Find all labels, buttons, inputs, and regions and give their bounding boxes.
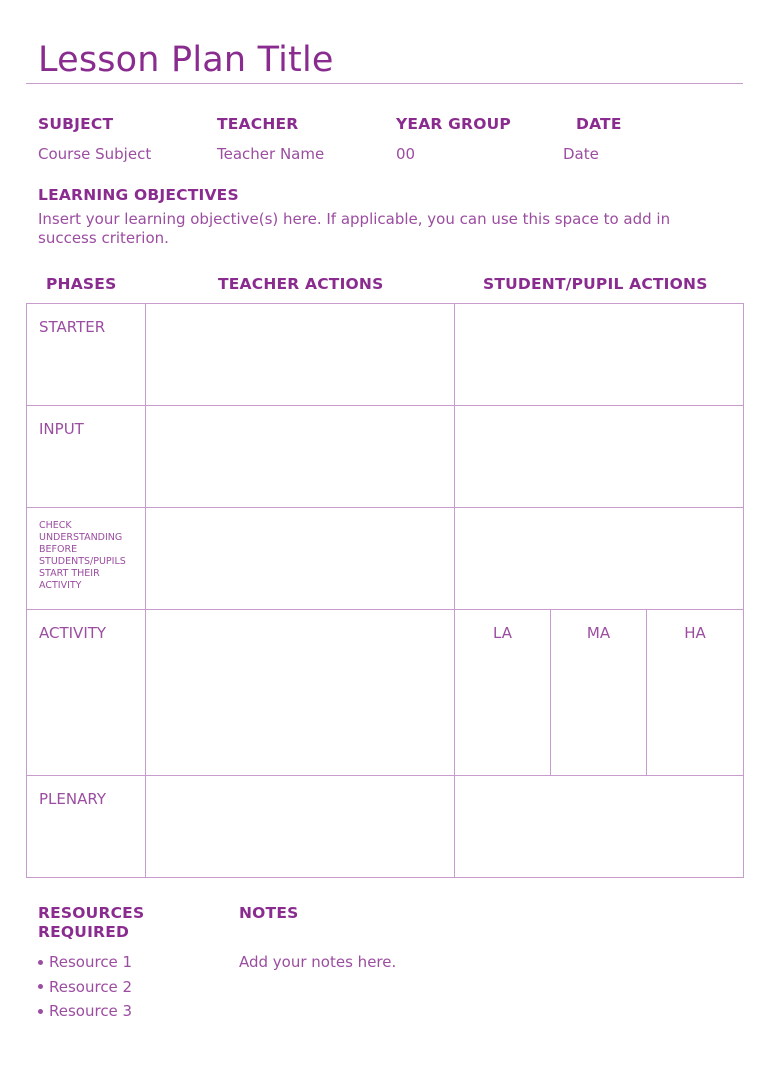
bullet-icon [38, 1009, 43, 1014]
teacher-actions-cell[interactable] [146, 776, 455, 878]
phase-label-check-understanding: CHECK UNDERSTANDING BEFORE STUDENTS/PUPILS START THEIR ACTIVITY [39, 520, 126, 591]
phase-label-input: INPUT [39, 420, 84, 438]
table-row [27, 508, 744, 610]
bullet-icon [38, 960, 43, 965]
notes-heading: NOTES [239, 904, 299, 922]
list-item [38, 999, 132, 1024]
ability-cell-ma[interactable] [551, 610, 647, 776]
lesson-phases-table [26, 303, 744, 878]
list-item [38, 950, 132, 975]
subject-heading: SUBJECT [38, 115, 114, 133]
teacher-actions-heading: TEACHER ACTIONS [218, 275, 384, 293]
teacher-heading: TEACHER [217, 115, 299, 133]
objectives-heading: LEARNING OBJECTIVES [38, 186, 239, 204]
resource-label: Resource 1 [49, 953, 133, 972]
phase-cell [27, 304, 146, 406]
teacher-actions-cell[interactable] [146, 508, 455, 610]
subject-value: Course Subject [38, 145, 152, 163]
ability-label-la: LA [493, 624, 512, 642]
phase-cell [27, 776, 146, 878]
ability-label-ha: HA [684, 624, 706, 642]
teacher-actions-cell[interactable] [146, 304, 455, 406]
phase-cell [27, 508, 146, 610]
ability-label-ma: MA [586, 624, 611, 642]
table-row [27, 610, 744, 776]
student-actions-cell[interactable] [455, 508, 744, 610]
phase-label-starter: STARTER [39, 318, 106, 336]
date-value: Date [563, 145, 599, 163]
phase-label-plenary: PLENARY [39, 790, 106, 808]
title-divider [26, 83, 743, 84]
phase-cell [27, 406, 146, 508]
notes-text: Add your notes here. [239, 953, 397, 971]
teacher-actions-cell[interactable] [146, 610, 455, 776]
year-group-value: 00 [396, 145, 416, 163]
phase-label-activity: ACTIVITY [39, 624, 107, 642]
teacher-value: Teacher Name [217, 145, 325, 163]
student-actions-cell[interactable] [455, 776, 744, 878]
teacher-actions-cell[interactable] [146, 406, 455, 508]
student-actions-heading: STUDENT/PUPIL ACTIONS [483, 275, 708, 293]
table-row [27, 776, 744, 878]
ability-cell-ha[interactable] [647, 610, 744, 776]
objectives-text: Insert your learning objective(s) here. If applicable, you can use this space to add in success criterion. [38, 210, 671, 247]
resources-list [38, 950, 132, 1024]
table-row [27, 406, 744, 508]
resource-label: Resource 2 [49, 977, 133, 996]
date-heading: DATE [576, 115, 622, 133]
page-title: Lesson Plan Title [38, 40, 334, 80]
phases-heading: PHASES [46, 275, 117, 293]
resource-label: Resource 3 [49, 1002, 133, 1021]
table-row [27, 304, 744, 406]
ability-cell-la[interactable] [455, 610, 551, 776]
resources-heading: RESOURCES REQUIRED [38, 904, 145, 941]
bullet-icon [38, 984, 43, 989]
student-actions-cell[interactable] [455, 406, 744, 508]
list-item [38, 975, 132, 1000]
year-group-heading: YEAR GROUP [396, 115, 511, 133]
phase-cell [27, 610, 146, 776]
student-actions-cell[interactable] [455, 304, 744, 406]
